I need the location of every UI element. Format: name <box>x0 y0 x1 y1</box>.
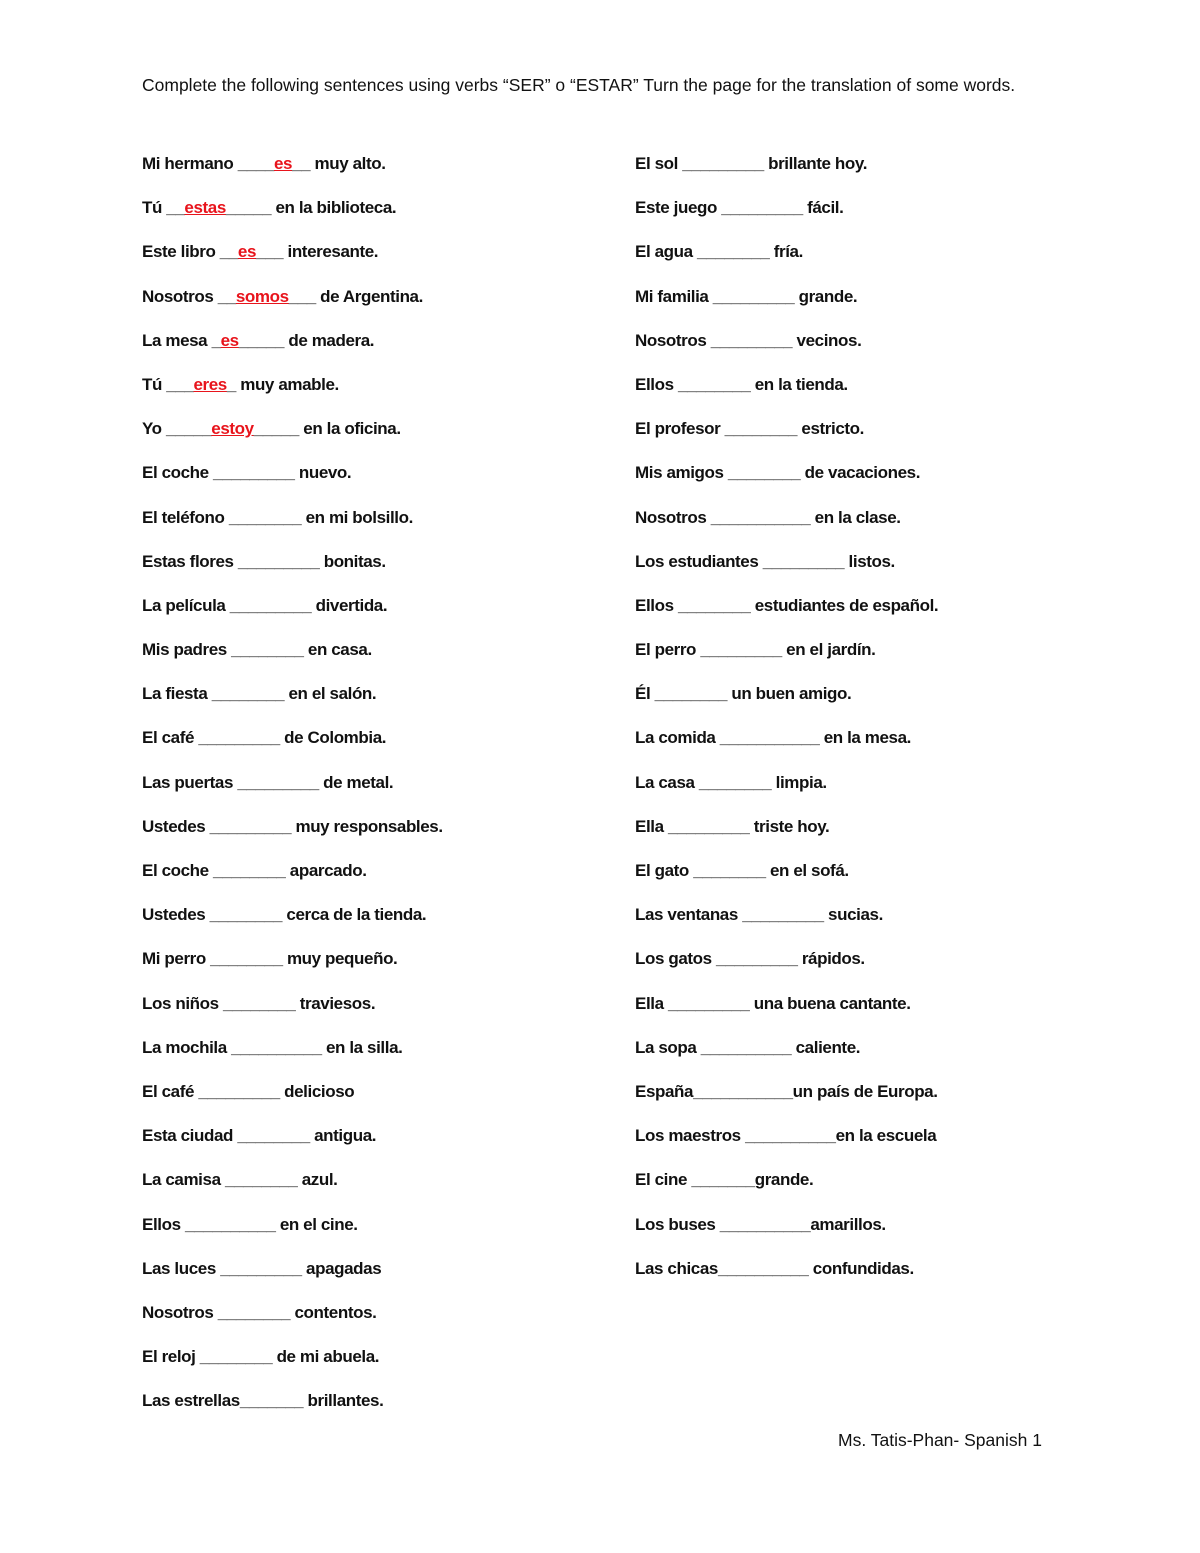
sentence-item <box>142 371 602 415</box>
sentence-item <box>142 1343 602 1387</box>
sentence-item <box>142 1299 602 1343</box>
sentence-text-end: _ muy amable. <box>226 374 339 394</box>
sentence-text: La fiesta ________ en el salón. <box>142 684 377 704</box>
sentence-item <box>142 1078 602 1122</box>
sentence-item: El profesor ________ estricto. <box>635 419 864 439</box>
sentence-item: Las ventanas _________ sucias. <box>635 905 883 925</box>
sentence-text: Los niños ________ traviesos. <box>142 993 376 1013</box>
instructions: Complete the following sentences using verbs “SER” o “ESTAR” Turn the page for the translation of some words. <box>142 75 1016 95</box>
sentence-item: Los buses __________amarillos. <box>635 1214 886 1234</box>
sentence-item: Mis amigos ________ de vacaciones. <box>635 463 921 483</box>
sentence-item <box>142 283 602 327</box>
sentence-text-end: _____ en la biblioteca. <box>225 198 397 218</box>
filled-answer: es <box>273 154 293 173</box>
sentence-item <box>142 415 602 459</box>
sentence-text: La mesa _ <box>142 330 221 350</box>
sentence-text: Ustedes ________ cerca de la tienda. <box>142 905 427 925</box>
sentence-item: El sol _________ brillante hoy. <box>635 154 868 173</box>
sentence-item: El perro _________ en el jardín. <box>635 640 876 660</box>
sentence-text: Estas flores _________ bonitas. <box>142 551 386 571</box>
sentence-item <box>142 945 602 989</box>
sentence-text: La camisa ________ azul. <box>142 1170 338 1190</box>
sentence-item <box>142 636 602 680</box>
right-column <box>635 150 1095 1299</box>
sentence-item <box>142 857 602 901</box>
sentence-item: Las chicas__________ confundidas. <box>635 1258 914 1278</box>
sentence-text: Las luces _________ apagadas <box>142 1258 382 1278</box>
left-column <box>142 150 602 1431</box>
sentence-item: El agua ________ fría. <box>635 242 803 262</box>
sentence-text: Las estrellas_______ brillantes. <box>142 1391 384 1411</box>
sentence-item <box>142 504 602 548</box>
sentence-text: El coche ________ aparcado. <box>142 861 367 880</box>
sentence-item <box>142 327 602 371</box>
sentence-text: La mochila __________ en la silla. <box>142 1037 403 1057</box>
sentence-item <box>142 459 602 503</box>
sentence-item <box>142 1122 602 1166</box>
filled-answer: es <box>220 330 239 350</box>
sentence-text: Mi perro ________ muy pequeño. <box>142 949 398 969</box>
filled-answer: estoy <box>211 419 254 439</box>
sentence-item <box>142 194 602 238</box>
sentence-item <box>142 990 602 1034</box>
sentence-item: Los estudiantes _________ listos. <box>635 551 895 571</box>
sentence-item: El gato ________ en el sofá. <box>635 861 849 880</box>
sentence-text-end: _____ en la oficina. <box>253 419 401 439</box>
sentence-text-end: _____ de madera. <box>238 330 375 350</box>
footer-teacher: Ms. Tatis-Phan- Spanish 1 <box>838 1430 1042 1450</box>
sentence-item <box>142 680 602 724</box>
filled-answer: somos <box>235 286 289 306</box>
filled-answer: es <box>237 242 257 262</box>
sentence-text: Las puertas _________ de metal. <box>142 772 394 792</box>
sentence-item <box>142 769 602 813</box>
sentence-item <box>142 724 602 768</box>
sentence-text: Mi hermano ____ <box>142 154 274 173</box>
sentence-text: Ustedes _________ muy responsables. <box>142 816 443 836</box>
sentence-text: Mis padres ________ en casa. <box>142 640 372 660</box>
sentence-text-end: __ muy alto. <box>292 154 386 173</box>
sentence-item: Ella _________ una buena cantante. <box>635 993 911 1013</box>
sentence-text-end: ___ de Argentina. <box>288 286 423 306</box>
sentence-text: El café _________ de Colombia. <box>142 728 387 748</box>
sentence-text: Nosotros __ <box>142 286 236 306</box>
sentence-text: Nosotros ________ contentos. <box>142 1302 377 1322</box>
sentence-item: Ellos ________ estudiantes de español. <box>635 595 939 615</box>
sentence-text: Tú ___ <box>142 374 194 394</box>
sentence-text: El café _________ delicioso <box>142 1081 355 1101</box>
sentence-item <box>142 1255 602 1299</box>
sentence-text: Este libro __ <box>142 242 238 262</box>
sentence-item: Ella _________ triste hoy. <box>635 816 830 836</box>
sentence-item: Nosotros ___________ en la clase. <box>635 507 901 527</box>
filled-answer: estas <box>184 198 226 218</box>
sentence-text: Tú __ <box>142 198 185 218</box>
sentence-item: Los gatos _________ rápidos. <box>635 949 865 969</box>
sentence-item <box>142 548 602 592</box>
sentence-text: Esta ciudad ________ antigua. <box>142 1126 377 1146</box>
sentence-item: La sopa __________ caliente. <box>635 1037 861 1057</box>
sentence-text: El teléfono ________ en mi bolsillo. <box>142 507 413 527</box>
sentence-item: Mi familia _________ grande. <box>635 286 858 306</box>
sentence-item: La casa ________ limpia. <box>635 772 827 792</box>
sentence-text-end: ___ interesante. <box>256 242 379 262</box>
sentence-text: Yo _____ <box>142 419 212 439</box>
sentence-item: Los maestros __________en la escuela <box>635 1126 937 1146</box>
sentence-item <box>142 1387 602 1431</box>
sentence-text: La película _________ divertida. <box>142 595 388 615</box>
sentence-item: Nosotros _________ vecinos. <box>635 330 862 350</box>
sentence-item: España___________un país de Europa. <box>635 1081 938 1101</box>
sentence-item <box>142 813 602 857</box>
sentence-item: La comida ___________ en la mesa. <box>635 728 911 748</box>
sentence-text: Ellos __________ en el cine. <box>142 1214 358 1234</box>
sentence-item <box>142 150 602 194</box>
sentence-item <box>142 901 602 945</box>
sentence-text: El coche _________ nuevo. <box>142 463 352 483</box>
sentence-item: Ellos ________ en la tienda. <box>635 374 848 394</box>
filled-answer: eres <box>193 374 227 394</box>
sentence-item: Este juego _________ fácil. <box>635 198 844 218</box>
sentence-item: El cine _______grande. <box>635 1170 814 1190</box>
sentence-item <box>142 1034 602 1078</box>
sentence-item: Él ________ un buen amigo. <box>635 684 852 704</box>
sentence-item <box>142 238 602 282</box>
sentence-item <box>142 592 602 636</box>
sentence-text: El reloj ________ de mi abuela. <box>142 1347 380 1367</box>
sentence-item <box>142 1211 602 1255</box>
sentence-item <box>142 1166 602 1210</box>
